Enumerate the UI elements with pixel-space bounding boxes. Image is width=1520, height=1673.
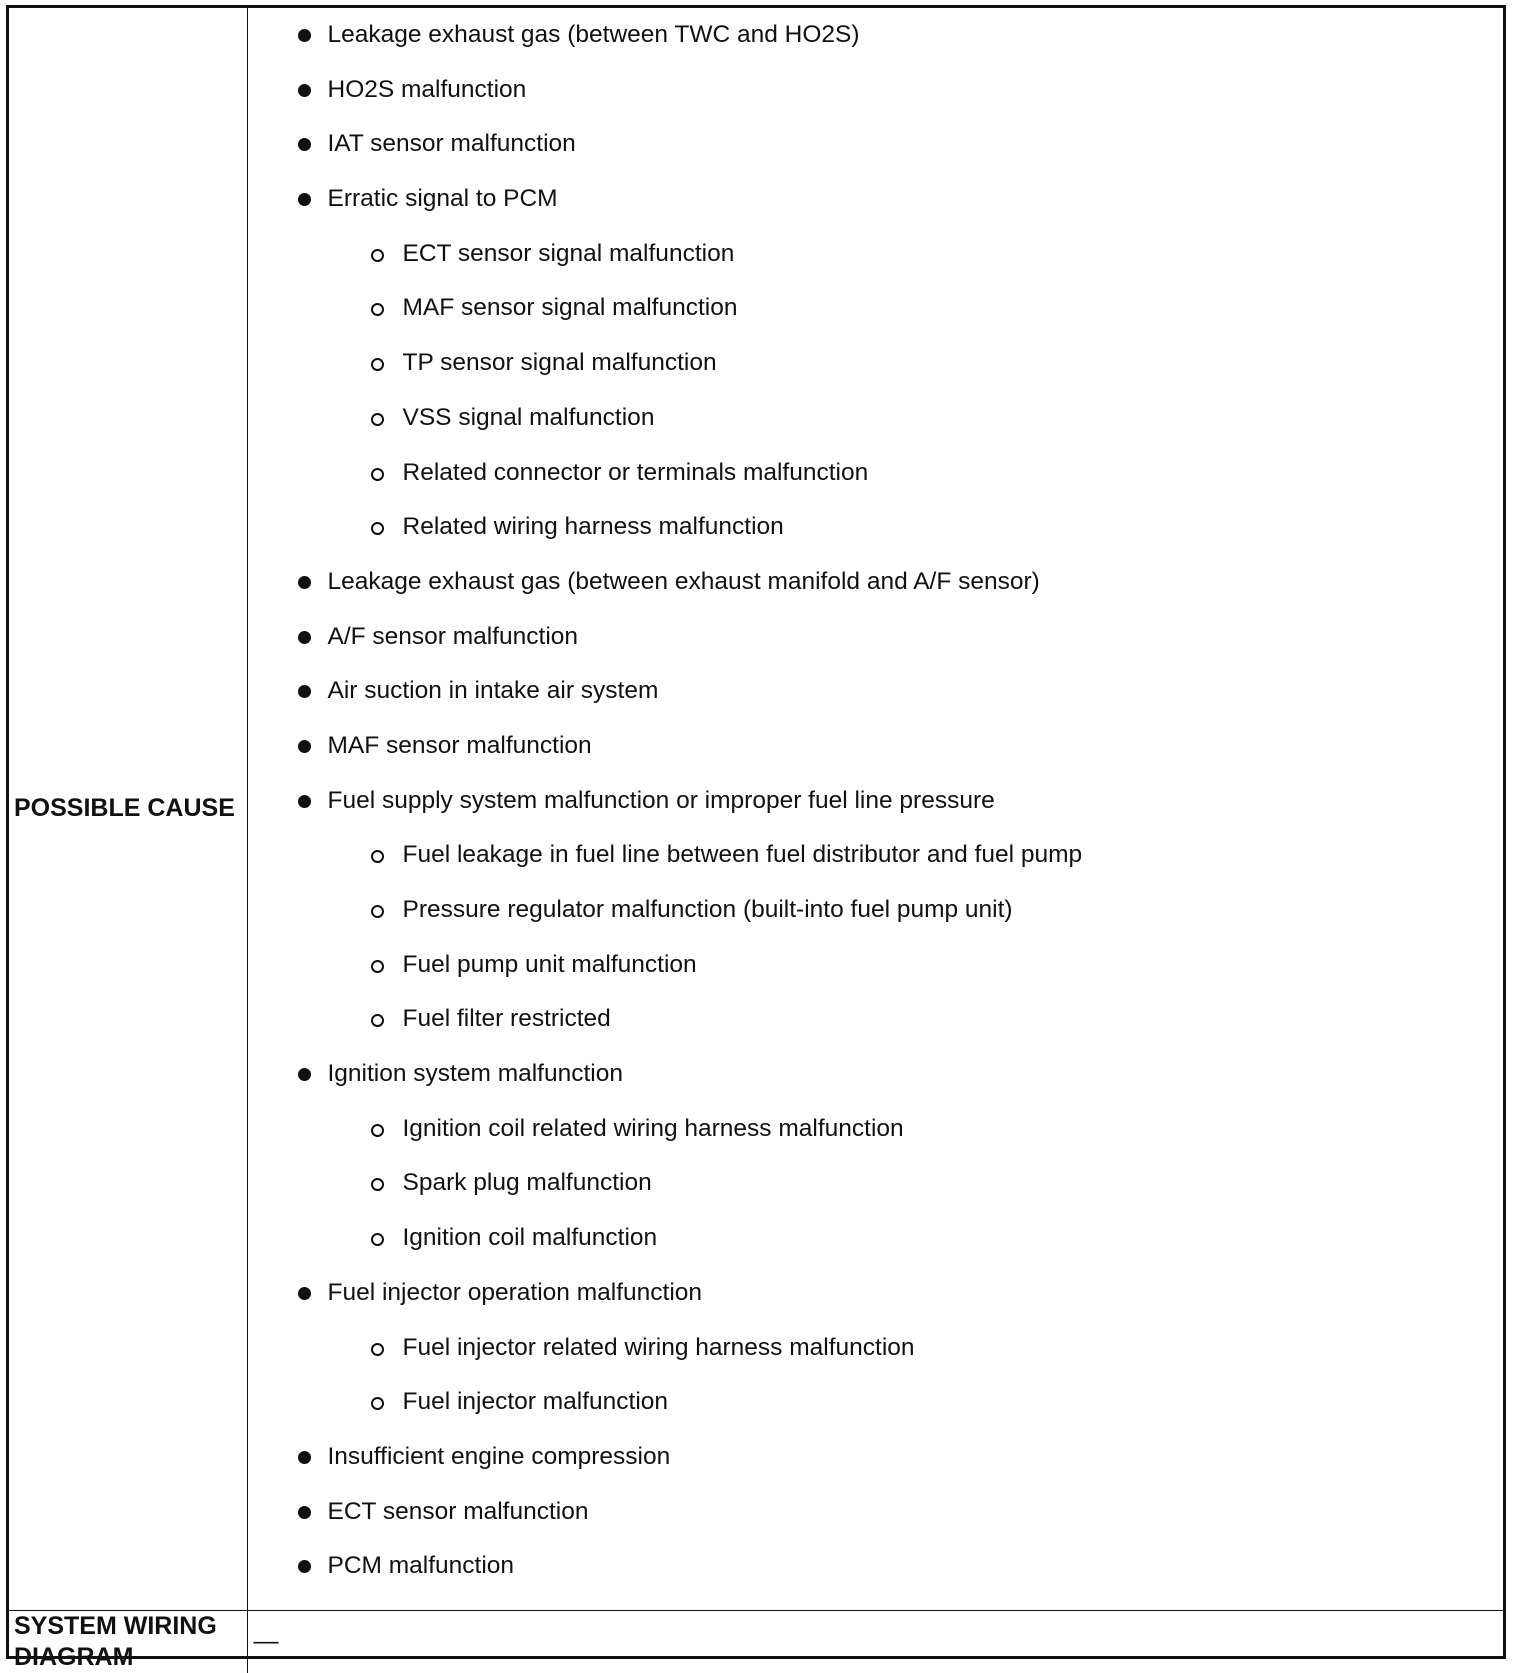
sub-cause-item (248, 1333, 1504, 1388)
filled-bullet-icon (298, 740, 311, 753)
filled-bullet-icon (298, 1506, 311, 1519)
cause-item (248, 184, 1504, 239)
hollow-bullet-icon (371, 905, 384, 918)
sub-cause-item (248, 950, 1504, 1005)
cause-text: Leakage exhaust gas (between exhaust manifold and A/F sensor) (327, 567, 1040, 595)
cause-text: Ignition coil malfunction (402, 1224, 658, 1252)
cause-text: ECT sensor signal malfunction (402, 239, 735, 267)
sub-cause-item (248, 1387, 1504, 1442)
document-page (6, 5, 1506, 1671)
sub-cause-item (248, 1168, 1504, 1223)
cause-item (248, 20, 1504, 75)
cause-item (248, 129, 1504, 184)
cause-text: ECT sensor malfunction (327, 1497, 589, 1525)
possible-cause-row (9, 8, 1503, 1610)
filled-bullet-icon (298, 84, 311, 97)
filled-bullet-icon (298, 29, 311, 42)
cause-text: TP sensor signal malfunction (402, 349, 717, 377)
filled-bullet-icon (298, 685, 311, 698)
cause-item (248, 1551, 1504, 1606)
cause-text: HO2S malfunction (327, 75, 527, 103)
sub-cause-item (248, 1223, 1504, 1278)
hollow-bullet-icon (371, 249, 384, 262)
hollow-bullet-icon (371, 522, 384, 535)
cause-text: Related wiring harness malfunction (402, 513, 784, 541)
cause-text: Fuel supply system malfunction or improper fuel line pressure (327, 786, 995, 814)
hollow-bullet-icon (371, 1124, 384, 1137)
filled-bullet-icon (298, 576, 311, 589)
cause-text: MAF sensor malfunction (327, 731, 592, 759)
filled-bullet-icon (298, 1560, 311, 1573)
cause-text: MAF sensor signal malfunction (402, 294, 738, 322)
cause-item (248, 622, 1504, 677)
hollow-bullet-icon (371, 1014, 384, 1027)
filled-bullet-icon (298, 1287, 311, 1300)
hollow-bullet-icon (371, 358, 384, 371)
cause-text: Ignition coil related wiring harness malfunction (402, 1114, 904, 1142)
cause-text: A/F sensor malfunction (327, 622, 579, 650)
cause-text: Fuel injector operation malfunction (327, 1278, 703, 1306)
info-table (9, 8, 1503, 1673)
filled-bullet-icon (298, 1068, 311, 1081)
sub-cause-item (248, 239, 1504, 294)
cause-item (248, 786, 1504, 841)
cause-item (248, 1497, 1504, 1552)
system-wiring-diagram-label-line2: DIAGRAM (14, 1642, 134, 1671)
cause-item (248, 567, 1504, 622)
filled-bullet-icon (298, 1451, 311, 1464)
sub-cause-item (248, 403, 1504, 458)
cause-text: IAT sensor malfunction (327, 130, 576, 158)
possible-cause-cell (247, 8, 1503, 1610)
cause-text: Fuel leakage in fuel line between fuel distributor and fuel pump (402, 841, 1083, 869)
system-wiring-diagram-label (9, 1610, 247, 1673)
hollow-bullet-icon (371, 960, 384, 973)
cause-item (248, 731, 1504, 786)
cause-item (248, 1442, 1504, 1497)
cause-text: Pressure regulator malfunction (built-into fuel pump unit) (402, 896, 1013, 923)
cause-text: Fuel pump unit malfunction (402, 950, 697, 978)
hollow-bullet-icon (371, 1178, 384, 1191)
cause-item (248, 75, 1504, 130)
system-wiring-diagram-value: — (247, 1610, 1503, 1673)
cause-text: Leakage exhaust gas (between TWC and HO2S) (327, 21, 860, 48)
filled-bullet-icon (298, 631, 311, 644)
cause-text: Related connector or terminals malfunction (402, 458, 869, 486)
sub-cause-item (248, 348, 1504, 403)
hollow-bullet-icon (371, 1397, 384, 1410)
cause-text: Fuel filter restricted (402, 1005, 611, 1033)
filled-bullet-icon (298, 138, 311, 151)
hollow-bullet-icon (371, 1343, 384, 1356)
sub-cause-item (248, 1114, 1504, 1169)
cause-text: Insufficient engine compression (327, 1442, 671, 1470)
cause-item (248, 1059, 1504, 1114)
system-wiring-diagram-label-line1: SYSTEM WIRING (14, 1611, 217, 1640)
sub-cause-item (248, 1004, 1504, 1059)
cause-text: Ignition system malfunction (327, 1060, 623, 1088)
possible-cause-list (248, 8, 1504, 1610)
hollow-bullet-icon (371, 468, 384, 481)
system-wiring-diagram-row (9, 1610, 1503, 1673)
cause-item (248, 1278, 1504, 1333)
filled-bullet-icon (298, 795, 311, 808)
hollow-bullet-icon (371, 413, 384, 426)
hollow-bullet-icon (371, 303, 384, 316)
hollow-bullet-icon (371, 1233, 384, 1246)
sub-cause-item (248, 840, 1504, 895)
cause-text: VSS signal malfunction (402, 403, 655, 431)
cause-text: Erratic signal to PCM (327, 185, 558, 213)
hollow-bullet-icon (371, 850, 384, 863)
cause-text: Fuel injector malfunction (402, 1388, 669, 1416)
sub-cause-item (248, 458, 1504, 513)
sub-cause-item (248, 895, 1504, 950)
sub-cause-item (248, 293, 1504, 348)
cause-text: Spark plug malfunction (402, 1169, 652, 1197)
sub-cause-item (248, 512, 1504, 567)
filled-bullet-icon (298, 193, 311, 206)
cause-text: Fuel injector related wiring harness malfunction (402, 1333, 915, 1361)
possible-cause-label: POSSIBLE CAUSE (9, 8, 247, 1610)
cause-text: Air suction in intake air system (327, 677, 659, 705)
cause-item (248, 676, 1504, 731)
cause-text: PCM malfunction (327, 1552, 515, 1580)
